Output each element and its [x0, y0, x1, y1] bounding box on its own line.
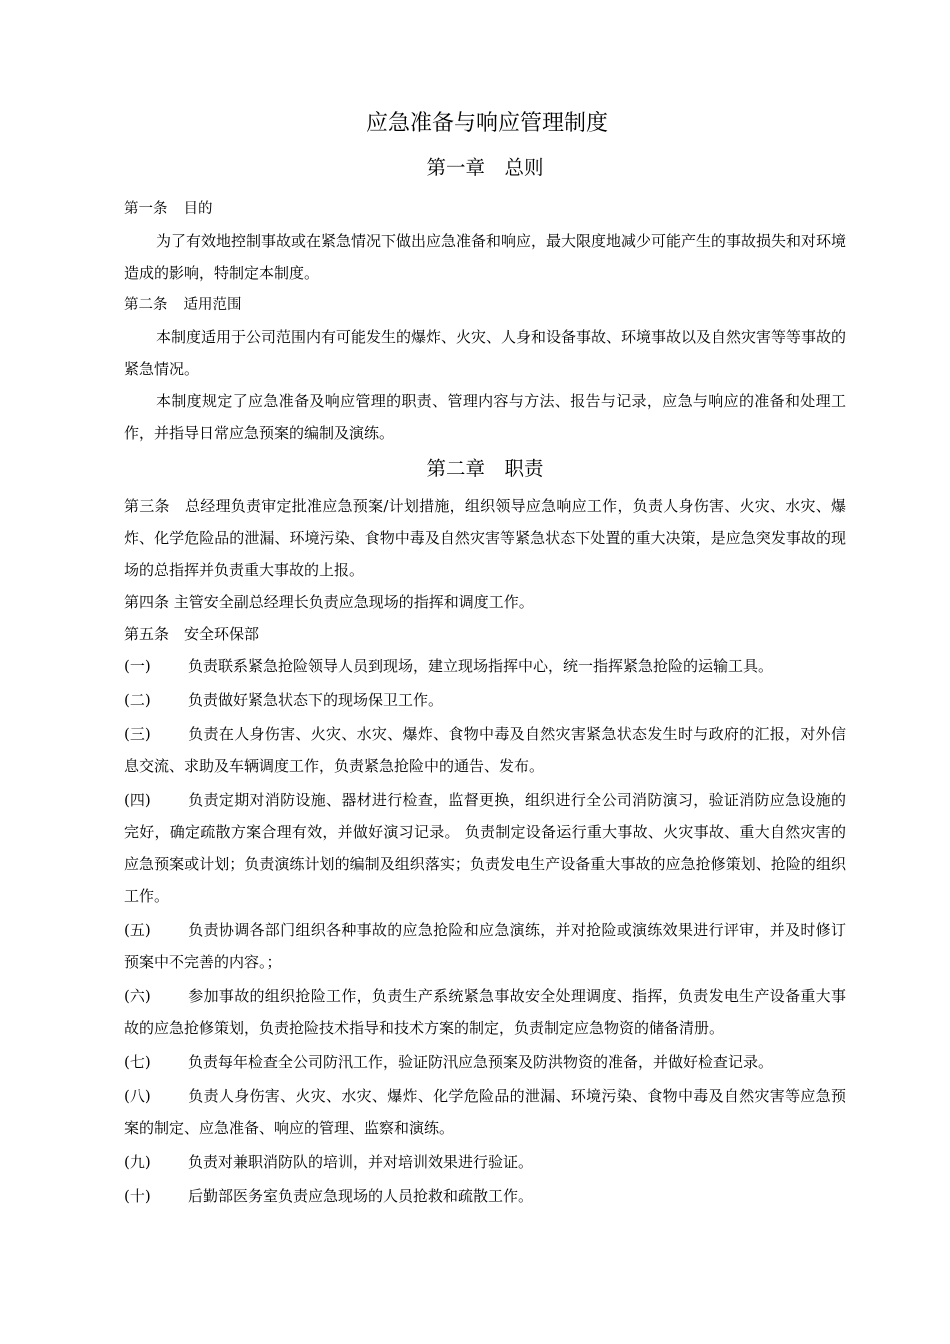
list-item	[124, 650, 846, 682]
list-item	[124, 684, 846, 716]
document-page	[124, 106, 846, 1214]
article-1-label: 第一条	[124, 201, 168, 217]
list-item	[124, 914, 846, 978]
item-number: (八)	[124, 1087, 151, 1105]
item-text: 负责在人身伤害、火灾、水灾、爆炸、食物中毒及自然灾害紧急状态发生时与政府的汇报，对外信息交流、求助及车辆调度工作，负责紧急抢险中的通告、发布。	[124, 725, 846, 775]
list-item	[124, 1080, 846, 1144]
item-number: (六)	[124, 987, 151, 1005]
article-2-text-2: 本制度规定了应急准备及响应管理的职责、管理内容与方法、报告与记录，应急与响应的准备和处理工作，并指导日常应急预案的编制及演练。	[124, 392, 846, 442]
list-item	[124, 1180, 846, 1212]
chapter-1-heading: 第一章 总则	[426, 156, 544, 179]
article-2-heading	[124, 289, 846, 321]
item-number: (二)	[124, 691, 151, 709]
list-item	[124, 1146, 846, 1178]
article-1-text: 为了有效地控制事故或在紧急情况下做出应急准备和响应，最大限度地减少可能产生的事故损失和对环境造成的影响，特制定本制度。	[124, 232, 847, 282]
item-text: 负责每年检查全公司防汛工作，验证防汛应急预案及防洪物资的准备，并做好检查记录。	[188, 1053, 774, 1071]
item-number: (十)	[124, 1187, 151, 1205]
article-1-heading	[124, 193, 846, 225]
list-item	[124, 784, 846, 912]
item-text: 参加事故的组织抢险工作，负责生产系统紧急事故安全处理调度、指挥，负责发电生产设备重大事故的应急抢修策划，负责抢险技术指导和技术方案的制定，负责制定应急物资的储备清册。	[124, 987, 846, 1037]
article-3-text: 第三条 总经理负责审定批准应急预案/计划措施，组织领导应急响应工作，负责人身伤害、火灾、水灾、爆炸、化学危险品的泄漏、环境污染、食物中毒及自然灾害等紧急状态下处置的重大决策，是应急突发事故的现场的总指挥并负责重大事故的上报。	[124, 497, 846, 579]
article-2-label: 第二条	[124, 297, 168, 313]
item-text: 负责对兼职消防队的培训，并对培训效果进行验证。	[188, 1153, 534, 1171]
item-text: 后勤部医务室负责应急现场的人员抢救和疏散工作。	[188, 1187, 534, 1205]
chapter-2-heading: 第二章 职责	[426, 457, 544, 480]
item-number: (四)	[124, 791, 151, 809]
list-item	[124, 980, 846, 1044]
article-5-heading: 第五条 安全环保部	[124, 625, 260, 643]
article-2-text-1: 本制度适用于公司范围内有可能发生的爆炸、火灾、人身和设备事故、环境事故以及自然灾害等等事故的紧急情况。	[124, 328, 847, 378]
item-text: 负责做好紧急状态下的现场保卫工作。	[188, 691, 444, 709]
item-text: 负责联系紧急抢险领导人员到现场，建立现场指挥中心，统一指挥紧急抢险的运输工具。	[188, 657, 774, 675]
item-number: (三)	[124, 725, 151, 743]
list-item	[124, 1046, 846, 1078]
item-text: 负责定期对消防设施、器材进行检查，监督更换，组织进行全公司消防演习，验证消防应急设施的完好，确定疏散方案合理有效，并做好演习记录。 负责制定设备运行重大事故、火灾事故、重大自然灾害的应急预案或计划；负责演练计划的编制及组织落实；负责发电生产设备重大事故的应急抢修策划、抢险的组织工作。	[124, 791, 846, 905]
item-number: (一)	[124, 657, 151, 675]
article-2-title: 适用范围	[183, 297, 242, 313]
item-text: 负责协调各部门组织各种事故的应急抢险和应急演练，并对抢险或演练效果进行评审，并及时修订预案中不完善的内容。；	[124, 921, 846, 971]
item-number: (七)	[124, 1053, 151, 1071]
item-number: (九)	[124, 1153, 151, 1171]
document-title: 应急准备与响应管理制度	[365, 111, 608, 136]
article-1-title: 目的	[183, 201, 213, 217]
item-number: (五)	[124, 921, 151, 939]
list-item	[124, 718, 846, 782]
article-4-text: 第四条 主管安全副总经理长负责应急现场的指挥和调度工作。	[124, 593, 534, 611]
item-text: 负责人身伤害、火灾、水灾、爆炸、化学危险品的泄漏、环境污染、食物中毒及自然灾害等应急预案的制定、应急准备、响应的管理、监察和演练。	[124, 1087, 846, 1137]
